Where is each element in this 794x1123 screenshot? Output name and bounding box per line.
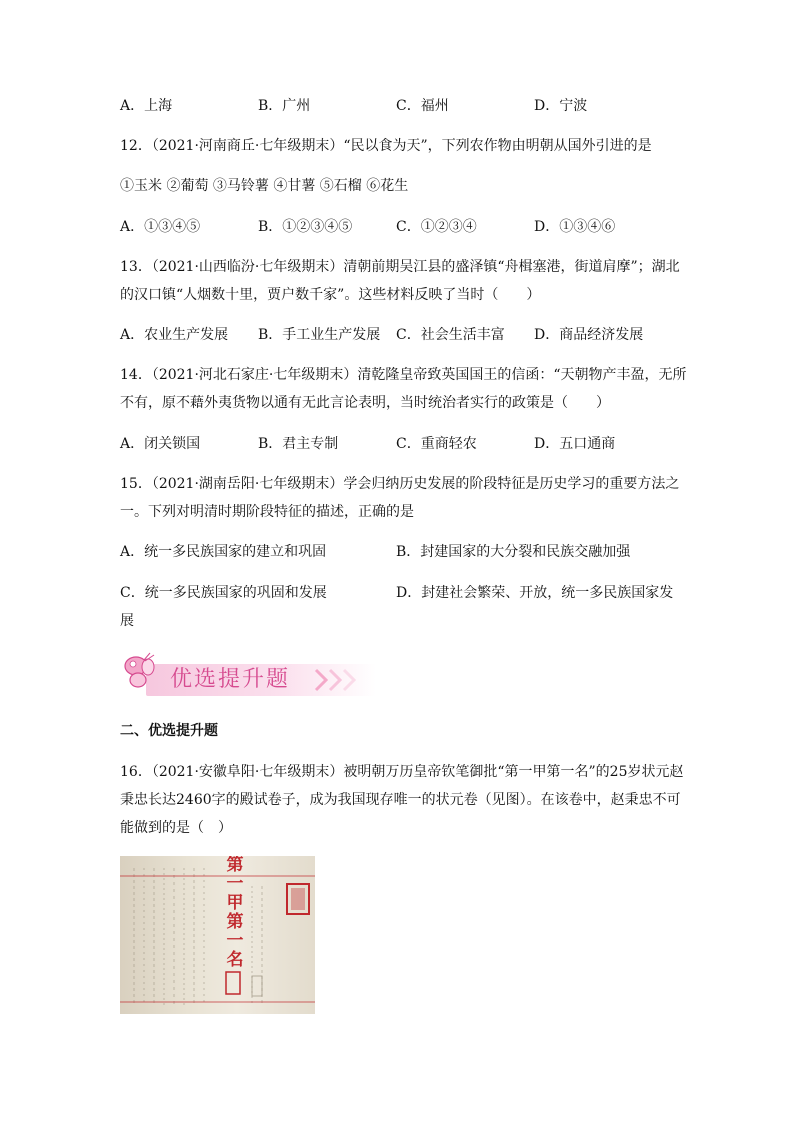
q13-option-d[interactable]: D．商品经济发展 [534, 327, 644, 343]
q15-option-d-continuation: 展 [120, 613, 134, 629]
q15-options-row1 [120, 542, 680, 562]
q11-option-b[interactable]: B．广州 [258, 98, 311, 114]
exam-scroll-photo [120, 856, 315, 1014]
q12-option-c[interactable]: C．①②③④ [396, 219, 477, 235]
q15-options-row2 [120, 583, 680, 603]
q12-options [120, 217, 680, 237]
q12-option-d[interactable]: D．①③④⑥ [534, 219, 616, 235]
q13-option-b[interactable]: B．手工业生产发展 [258, 327, 381, 343]
q11-option-d[interactable]: D．宁波 [534, 98, 588, 114]
q14-stem-line2: 不有，原不藉外夷货物以通有无此言论表明，当时统治者实行的政策是（ ） [120, 395, 610, 411]
q13-options [120, 325, 680, 345]
q15-stem-line2: 一。下列对明清时期阶段特征的描述，正确的是 [120, 504, 414, 520]
q14-option-b[interactable]: B．君主专制 [258, 436, 339, 452]
q14-stem-line1: 14．（2021·河北石家庄·七年级期末）清乾隆皇帝致英国国王的信函：“天朝物产丰盈，无所 [120, 367, 687, 383]
chevron-right-icon [328, 668, 342, 692]
q16-stem-line3: 能做到的是（ ） [120, 820, 232, 836]
scroll-illustration [120, 856, 315, 1014]
q13-option-c[interactable]: C．社会生活丰富 [396, 327, 505, 343]
q12-option-a[interactable]: A．①③④⑤ [120, 219, 201, 235]
q14-option-d[interactable]: D．五口通商 [534, 436, 616, 452]
q15-stem-line1: 15．（2021·湖南岳阳·七年级期末）学会归纳历史发展的阶段特征是历史学习的重要方法之 [120, 476, 680, 492]
section-title: 二、优选提升题 [120, 723, 218, 739]
inscription-char: 名 [226, 950, 244, 970]
q11-option-a[interactable]: A．上海 [120, 98, 173, 114]
q11-option-c[interactable]: C．福州 [396, 98, 449, 114]
q13-stem-line1: 13．（2021·山西临汾·七年级期末）清朝前期吴江县的盛泽镇“舟楫塞港，街道肩摩”；湖北 [120, 259, 680, 275]
red-inscription [224, 856, 246, 970]
inscription-char: 甲 [226, 893, 244, 913]
q13-stem-line2: 的汉口镇“人烟数十里，贾户数千家”。这些材料反映了当时（ ） [120, 287, 541, 303]
banner-title: 优选提升题 [170, 667, 291, 692]
chevron-right-icon [314, 668, 328, 692]
q12-items: ①玉米 ②葡萄 ③马铃薯 ④甘薯 ⑤石榴 ⑥花生 [120, 178, 409, 194]
q15-option-c[interactable]: C．统一多民族国家的巩固和发展 [120, 585, 327, 601]
q14-option-a[interactable]: A．闭关锁国 [120, 436, 201, 452]
q15-option-b[interactable]: B．封建国家的大分裂和民族交融加强 [396, 544, 631, 560]
q15-option-d[interactable]: D．封建社会繁荣、开放，统一多民族国家发 [396, 585, 674, 601]
q16-stem-line1: 16．（2021·安徽阜阳·七年级期末）被明朝万历皇帝钦笔御批“第一甲第一名”的25岁状元赵 [120, 764, 684, 780]
inscription-char: 第 [226, 856, 244, 875]
chevron-right-icon [342, 668, 356, 692]
q14-option-c[interactable]: C．重商轻农 [396, 436, 477, 452]
q15-option-a[interactable]: A．统一多民族国家的建立和巩固 [120, 544, 327, 560]
q16-stem-line2: 秉忠长达2460字的殿试卷子，成为我国现存唯一的状元卷（见图）。在该卷中，赵秉忠不可 [120, 792, 681, 808]
section-banner [118, 650, 378, 702]
inscription-char: 一 [226, 874, 244, 894]
inscription-char: 一 [226, 931, 244, 951]
q12-stem: 12．（2021·河南商丘·七年级期末）“民以食为天”，下列农作物由明朝从国外引进的是 [120, 138, 652, 154]
q11-options [120, 96, 680, 116]
q13-option-a[interactable]: A．农业生产发展 [120, 327, 229, 343]
butterfly-icon [118, 650, 166, 698]
q14-options [120, 434, 680, 454]
inscription-char: 第 [226, 912, 244, 932]
q12-option-b[interactable]: B．①②③④⑤ [258, 219, 353, 235]
